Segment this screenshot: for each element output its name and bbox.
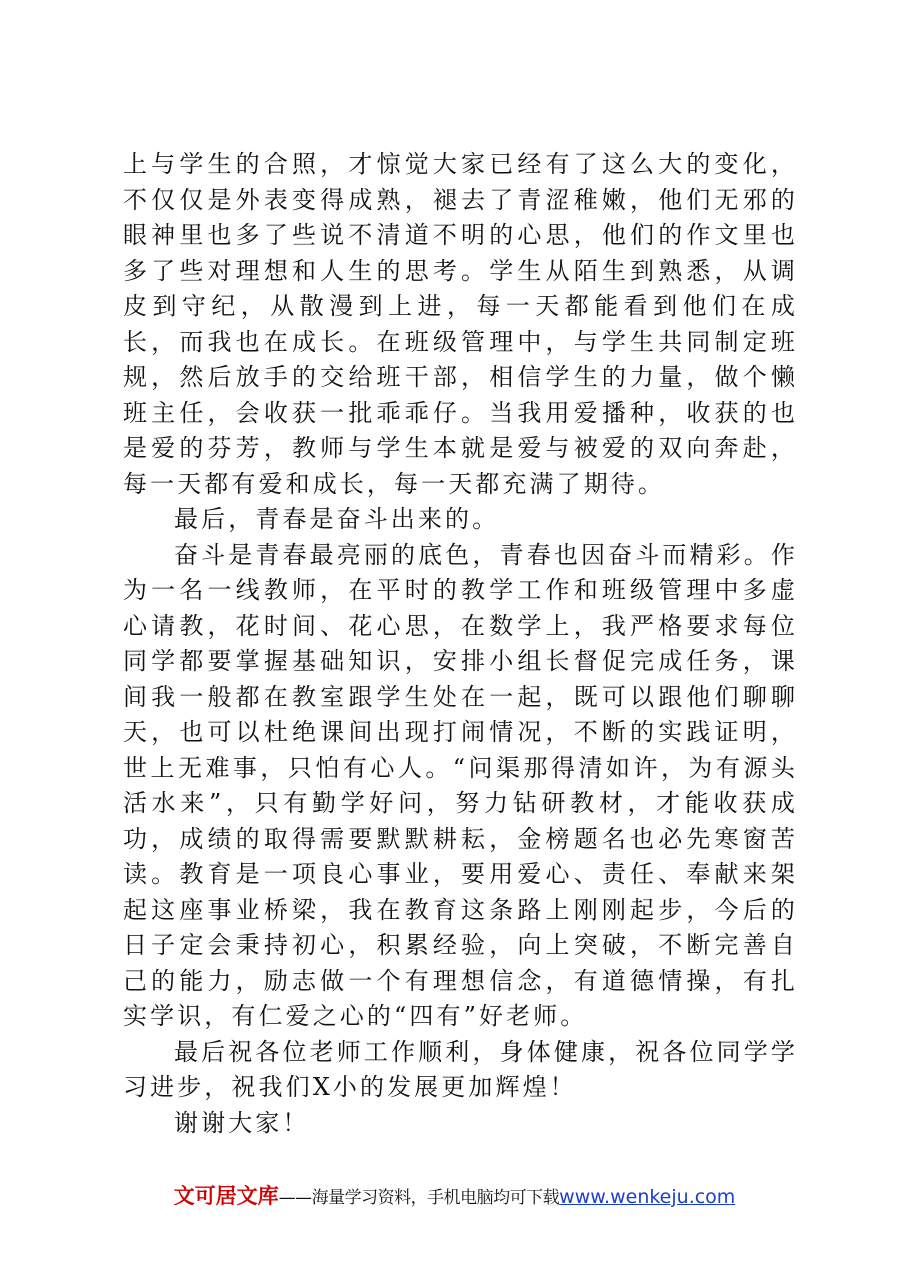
footer-brand: 文可居文库 (173, 1184, 279, 1208)
footer-tagline: ——海量学习资料，手机电脑均可下载 (278, 1188, 560, 1208)
footer-banner (0, 1180, 909, 1210)
paragraph-2: 最后，青春是奋斗出来的。 (174, 505, 500, 533)
document-body (123, 147, 798, 1141)
footer-link[interactable]: www.wenkeju.com (559, 1186, 736, 1208)
paragraph-5: 谢谢大家！ (174, 1108, 310, 1137)
paragraph-4: 最后祝各位老师工作顺利，身体健康，祝各位同学学习进步，祝我们X小的发展更加辉煌！ (123, 1037, 798, 1101)
paragraph-3: 奋斗是青春最亮丽的底色，青春也因奋斗而精彩。作为一名一线教师，在平时的教学工作和班级管理中多虚心请教，花时间、花心思，在数学上，我严格要求每位同学都要掌握基础知识，安排小组长督促完成任务，课间我一般都在教室跟学生处在一起，既可以跟他们聊聊天，也可以杜绝课间出现打闹情况，不断的实践证明，世上无难事，只怕有心人。“问渠那得清如许，为有源头活水来”，只有勤学好问，努力钻研教材，才能收获成功，成绩的取得需要默默耕耘，金榜题名也必先寒窗苦读。教育是一项良心事业，要用爱心、责任、奉献来架起这座事业桥梁，我在教育这条路上刚刚起步，今后的日子定会秉持初心，积累经验，向上突破，不断完善自己的能力，励志做一个有理想信念，有道德情操，有扎实学识，有仁爱之心的“四有”好老师。 (123, 540, 798, 1030)
paragraph-1: 上与学生的合照，才惊觉大家已经有了这么大的变化，不仅仅是外表变得成熟，褪去了青涩稚嫩，他们无邪的眼神里也多了些说不清道不明的心思，他们的作文里也多了些对理想和人生的思考。学生从陌生到熟悉，从调皮到守纪，从散漫到上进，每一天都能看到他们在成长，而我也在成长。在班级管理中，与学生共同制定班规，然后放手的交给班干部，相信学生的力量，做个懒班主任，会收获一批乖乖仔。当我用爱播种，收获的也是爱的芬芳，教师与学生本就是爱与被爱的双向奔赴，每一天都有爱和成长，每一天都充满了期待。 (123, 150, 798, 498)
